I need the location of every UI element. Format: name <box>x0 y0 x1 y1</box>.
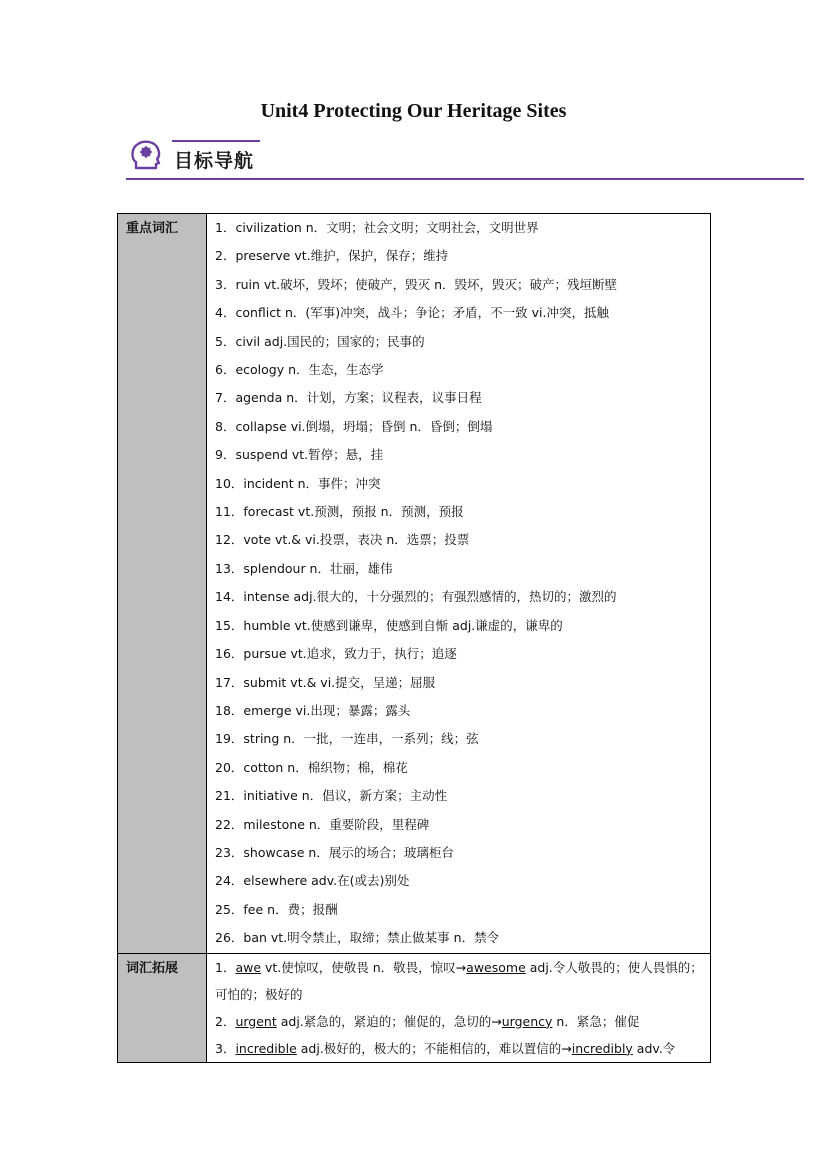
key-words-list <box>207 214 711 954</box>
derived-word: awesome <box>466 959 526 975</box>
target-navigation-banner <box>126 136 804 182</box>
list-item: 22．milestone n．重要阶段，里程碑 <box>215 816 430 832</box>
list-item: 11．forecast vt.预测，预报 n．预测，预报 <box>215 504 464 520</box>
list-item: 10．incident n．事件；冲突 <box>215 475 381 491</box>
vocabulary-table <box>117 213 711 1063</box>
list-item: 6．ecology n．生态，生态学 <box>215 362 384 378</box>
list-item: 13．splendour n．壮丽，雄伟 <box>215 560 393 576</box>
derived-word: incredibly <box>571 1040 633 1056</box>
page-title: Unit4 Protecting Our Heritage Sites <box>260 100 567 122</box>
item-number: 2． <box>215 1013 236 1029</box>
list-item: 8．collapse vi.倒塌，坍塌；昏倒 n．昏倒；倒塌 <box>215 418 493 434</box>
list-item: 4．conflict n．(军事)冲突，战斗；争论；矛盾，不一致 vi.冲突，抵触 <box>215 305 609 321</box>
extension-list <box>207 953 711 1062</box>
list-item: 1．civilization n．文明；社会文明；文明社会，文明世界 <box>215 220 539 235</box>
list-item <box>215 1008 706 1035</box>
list-item: 14．intense adj.很大的，十分强烈的；有强烈感情的，热切的；激烈的 <box>215 589 617 605</box>
list-item: 2．preserve vt.维护，保护，保存；维持 <box>215 248 449 264</box>
list-item: 15．humble vt.使感到谦卑，使感到自惭 adj.谦虚的，谦卑的 <box>215 617 563 633</box>
nav-label: 目标导航 <box>174 150 255 172</box>
item-number: 1． <box>215 959 236 975</box>
list-item: 20．cotton n．棉织物；棉，棉花 <box>215 759 408 775</box>
nav-accent-line <box>172 140 260 142</box>
list-item: 24．elsewhere adv.在(或去)别处 <box>215 873 410 889</box>
list-item: 3．ruin vt.破坏，毁坏；使破产，毁灭 n．毁坏，毁灭；破产；残垣断壁 <box>215 276 618 292</box>
list-item: 19．string n．一批，一连串，一系列；线；弦 <box>215 731 479 747</box>
list-item: 16．pursue vt.追求，致力于，执行；追逐 <box>215 646 457 662</box>
meaning: adj.紧急的，紧迫的；催促的，急切的→ <box>276 1013 502 1029</box>
list-item: 9．suspend vt.暂停；悬，挂 <box>215 447 384 463</box>
derived-word: urgency <box>501 1013 553 1029</box>
list-item: 25．fee n．费；报酬 <box>215 901 338 917</box>
list-item: 23．showcase n．展示的场合；玻璃柜台 <box>215 844 454 860</box>
list-item: 21．initiative n．倡议，新方案；主动性 <box>215 788 448 804</box>
headword: urgent <box>235 1013 277 1029</box>
item-number: 3． <box>215 1040 236 1056</box>
list-item: 18．emerge vi.出现；暴露；露头 <box>215 702 411 718</box>
meaning: adj.令人敬畏的；使人畏惧的；可怕的；极好的 <box>215 959 703 1002</box>
list-item: 5．civil adj.国民的；国家的；民事的 <box>215 333 425 349</box>
key-words-label: 重点词汇 <box>118 214 207 954</box>
meaning: n．紧急；催促 <box>552 1013 640 1029</box>
meaning: adv.令 <box>632 1040 676 1056</box>
list-item: 26．ban vt.明令禁止，取缔；禁止做某事 n．禁令 <box>215 930 500 946</box>
list-item: 12．vote vt.& vi.投票，表决 n．选票；投票 <box>215 532 470 548</box>
list-item <box>215 954 706 1008</box>
key-words-row <box>118 214 711 954</box>
nav-divider <box>126 178 804 180</box>
list-item: 7．agenda n．计划，方案；议程表，议事日程 <box>215 390 482 406</box>
headword: incredible <box>235 1040 297 1056</box>
headword: awe <box>235 959 262 975</box>
meaning: adj.极好的，极大的；不能相信的，难以置信的→ <box>296 1040 572 1056</box>
brain-head-icon <box>128 138 164 174</box>
extension-row <box>118 953 711 1062</box>
list-item: 17．submit vt.& vi.提交，呈递；屈服 <box>215 674 436 690</box>
meaning: vt.使惊叹，使敬畏 n．敬畏，惊叹→ <box>261 959 467 975</box>
extension-label: 词汇拓展 <box>118 953 207 1062</box>
list-item <box>215 1035 706 1062</box>
